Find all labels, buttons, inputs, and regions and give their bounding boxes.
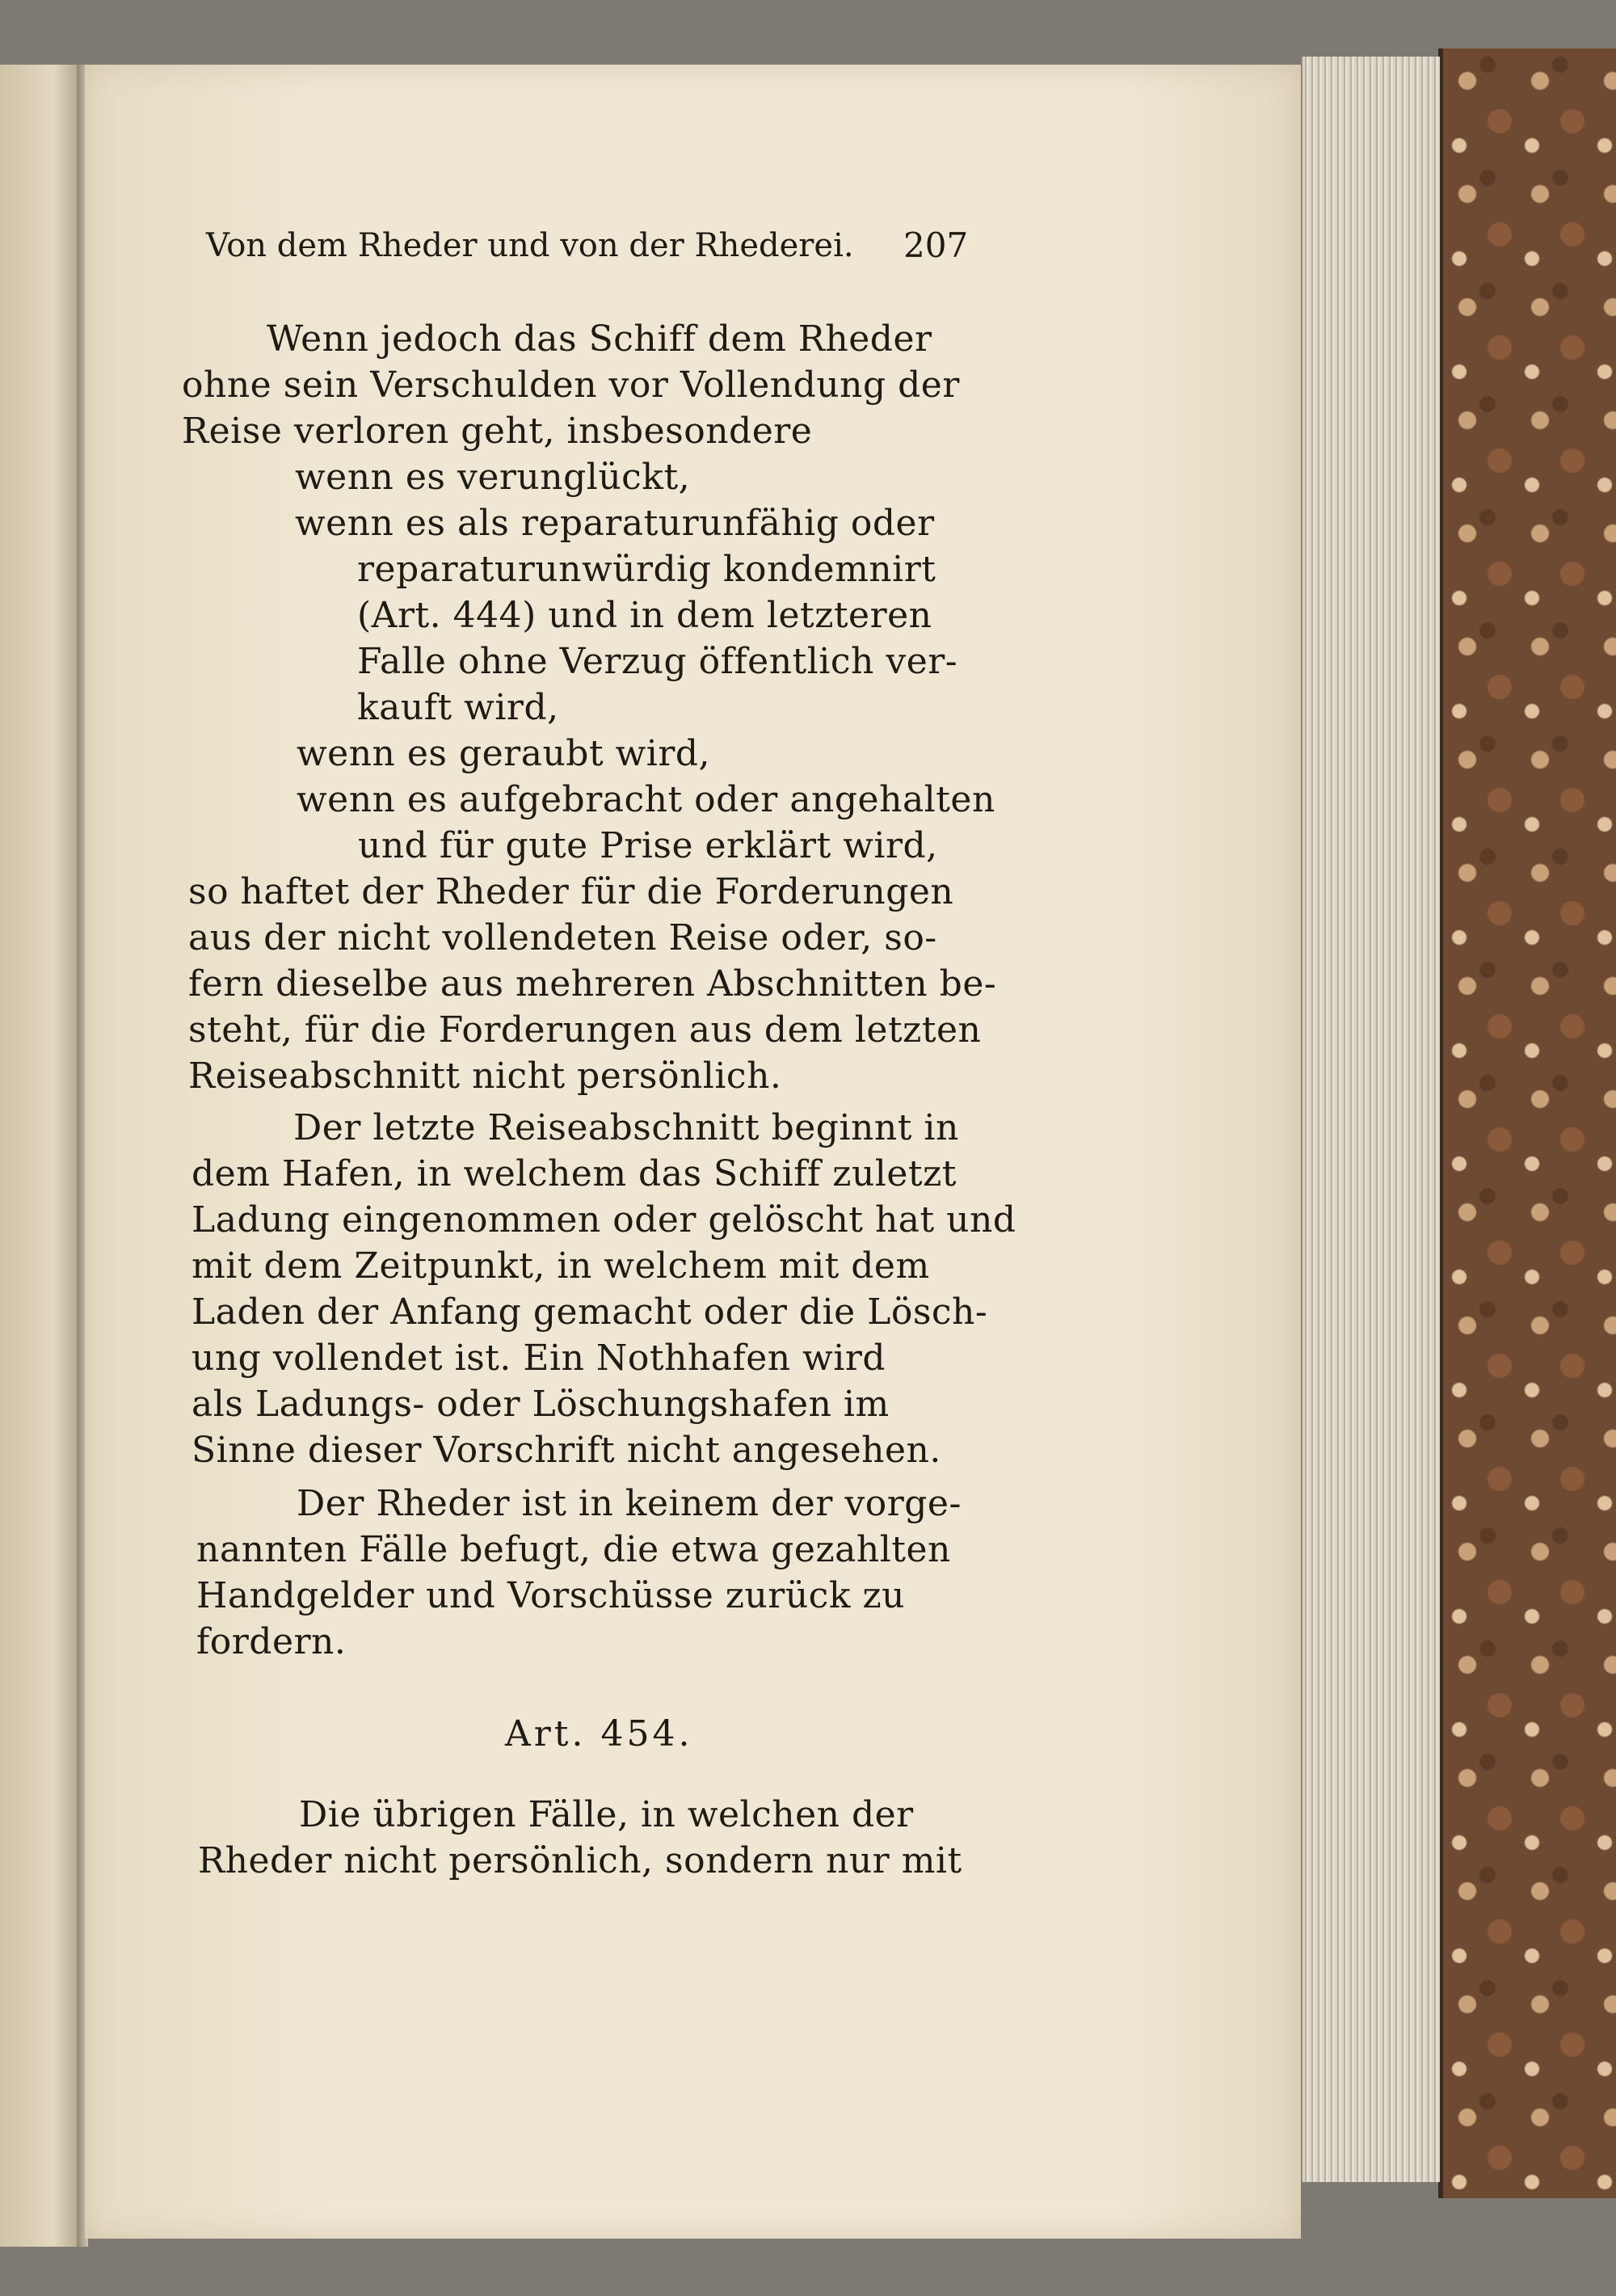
text-line: nannten Fälle befugt, die etwa gezahlten [196,1529,951,1570]
previous-page [0,65,77,2247]
article-heading: Art. 454. [505,1713,693,1755]
text-line: steht, für die Forderungen aus dem letzten [188,1009,982,1051]
text-line: fordern. [196,1621,347,1662]
text-line: Rheder nicht persönlich, sondern nur mit [198,1840,962,1881]
page-edges [1301,57,1440,2182]
text-line: kauft wird, [357,687,559,728]
text-line: als Ladungs- oder Löschungshafen im [191,1384,890,1425]
page-number: 207 [903,225,969,265]
text-line: ohne sein Verschulden vor Vollendung der [182,364,960,406]
text-line: Laden der Anfang gemacht oder die Lösch- [191,1291,988,1333]
text-line: Reiseabschnitt nicht persönlich. [188,1055,782,1097]
text-line: mit dem Zeitpunkt, in welchem mit dem [191,1245,930,1287]
page-text [85,65,1301,2239]
running-head: Von dem Rheder und von der Rhederei. [206,227,854,264]
text-line: Falle ohne Verzug öffentlich ver- [357,641,958,682]
text-line: Wenn jedoch das Schiff dem Rheder [267,318,932,360]
text-line: (Art. 444) und in dem letzteren [357,595,932,636]
text-line: Die übrigen Fälle, in welchen der [299,1794,914,1835]
text-line: Handgelder und Vorschüsse zurück zu [196,1575,905,1616]
text-line: wenn es geraubt wird, [297,733,711,774]
text-line: aus der nicht vollendeten Reise oder, so- [188,917,937,958]
text-line: fern dieselbe aus mehreren Abschnitten be- [188,963,997,1005]
text-line: so haftet der Rheder für die Forderungen [188,871,954,912]
text-line: und für gute Prise erklärt wird, [358,825,938,866]
text-line: ung vollendet ist. Ein Nothhafen wird [191,1338,886,1379]
text-line: Der Rheder ist in keinem der vorge- [297,1483,962,1524]
text-line: Reise verloren geht, insbesondere [182,411,813,452]
text-line: Ladung eingenommen oder gelöscht hat und [191,1199,1016,1241]
text-line: wenn es aufgebracht oder angehalten [297,779,995,820]
text-line: wenn es verunglückt, [295,457,691,498]
text-line: wenn es als reparaturunfähig oder [295,503,935,544]
text-line: dem Hafen, in welchem das Schiff zuletzt [191,1153,957,1194]
text-line: Der letzte Reiseabschnitt beginnt in [293,1107,959,1148]
text-line: reparaturunwürdig kondemnirt [357,549,936,590]
marbled-cover [1438,48,1616,2198]
text-line: Sinne dieser Vorschrift nicht angesehen. [191,1430,941,1471]
book-page [85,65,1301,2239]
